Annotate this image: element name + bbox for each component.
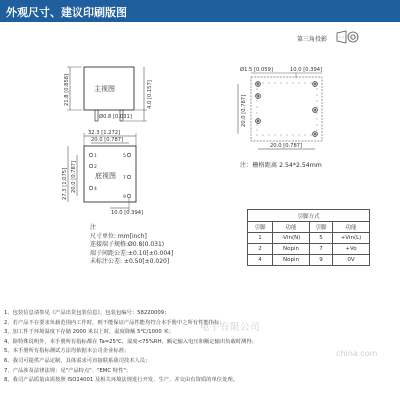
- pin-table-header: 功能: [273, 222, 310, 233]
- pcb-layout: [238, 73, 322, 149]
- pin-number: 5: [123, 154, 126, 159]
- watermark-url: china.com: [336, 349, 378, 358]
- function-cell: +Vo: [333, 244, 370, 255]
- pcb-hole-dim: Ø1.5 [0.059]: [240, 67, 273, 73]
- notes-title: 注: [90, 224, 97, 231]
- table-row: [248, 244, 370, 255]
- bottom-view-label: 底视图: [95, 172, 116, 180]
- pin-number: 1: [94, 154, 97, 159]
- front-view: [67, 67, 147, 121]
- note-line: 未标注公差: ±0.50[±0.020]: [90, 258, 170, 266]
- footnote: 1、包装信息请参见《产品出货包装信息》，包装包编号：58220009；: [4, 310, 170, 316]
- front-view-pin-length-dim: 4.0 [0.157]: [147, 80, 153, 109]
- bottom-view-pitch-x-dim: 20.0 [0.787]: [91, 137, 124, 143]
- front-view-label: 主视图: [94, 85, 115, 93]
- bottom-view-height-dim: 27.3 [1.075]: [62, 167, 68, 200]
- footnote: 3、加工件于环境温度下存储 2000 米以上时，温度降额 5℃/1000 米；: [4, 329, 174, 336]
- function-cell: 0V: [333, 255, 370, 266]
- note-line: 连接端子规格:Ø0.8(0.031): [90, 241, 165, 249]
- pin-number: 7: [123, 176, 126, 181]
- note-line: 尺寸单位: mm[inch]: [90, 232, 147, 240]
- pin-cell: 2: [248, 244, 273, 255]
- footnote: 6、我司可提供产品定制，具体需求可直接联系我司技术人员；: [4, 357, 151, 364]
- pin-table-header: 功能: [333, 222, 370, 233]
- dimension-notes: [90, 224, 173, 267]
- front-view-pin-dia-dim: Ø0.8 [0.031]: [99, 114, 132, 120]
- table-row: [248, 233, 370, 244]
- pin-table-header: 引脚: [310, 222, 333, 233]
- function-cell: Nopin: [273, 244, 310, 255]
- function-cell: +Vin(L): [333, 233, 370, 244]
- pin-cell: 7: [310, 244, 333, 255]
- front-view-height-dim: 21.8 [0.858]: [64, 73, 70, 106]
- footnote: 4、除特殊说明外，本手册所有指标都在 Ta=25℃，湿度<75%RH，额定输入电压和额定输出负载时测得；: [4, 338, 257, 345]
- pin-number: 4: [94, 187, 97, 192]
- pin-cell: 1: [248, 233, 273, 244]
- pin-number: 9: [123, 195, 126, 200]
- table-row: [248, 255, 370, 266]
- pin-cell: 4: [248, 255, 273, 266]
- pin-cell: 5: [310, 233, 333, 244]
- pin-table-header: 引脚: [248, 222, 273, 233]
- function-cell: -Vin(N): [273, 233, 310, 244]
- projection-label: 第三角投影: [297, 36, 328, 43]
- pcb-offset-dim: 10.0 [0.394]: [290, 67, 323, 73]
- footnote: 8、我司产品质量由需按照 ISO14001 及相关环境法规进行开发、生产，并交由有资质的单位处理。: [4, 377, 238, 384]
- pin-cell: 9: [310, 255, 333, 266]
- page-title: 外观尺寸、建议印刷版图: [6, 6, 127, 19]
- grid-spacing-note: 注：栅格距离 2.54*2.54mm: [240, 162, 322, 169]
- footnote: 5、本手册所有指标测试方法均依据本公司企业标准；: [4, 348, 130, 355]
- function-cell: Nopin: [273, 255, 310, 266]
- pin-function-table: [247, 209, 370, 266]
- watermark: 电子有限公司: [200, 322, 261, 333]
- bottom-view-pitch-y-dim: 20.0 [0.787]: [71, 160, 77, 193]
- bottom-view-width-dim: 32.3 [1.272]: [88, 130, 121, 136]
- footnote: 7、产品涉及法律法规：见"产品特点"、"EMC 特性"；: [4, 367, 132, 374]
- pcb-pitch-y-dim: 20.0 [0.787]: [241, 94, 247, 127]
- pin-table-caption: 引脚方式: [248, 210, 370, 222]
- bottom-view-offset-dim: 10.0 [0.394]: [111, 210, 144, 216]
- note-line: 端子间距公差:±0.10[±0.004]: [90, 249, 174, 257]
- pin-number: 2: [94, 165, 97, 170]
- pcb-pitch-x-dim: 20.0 [0.787]: [270, 143, 303, 149]
- footnote: 2、若产品不在要求负载范围内工作时，则不能保证产品性能均符合本手册中之所有性能指标；: [4, 319, 225, 326]
